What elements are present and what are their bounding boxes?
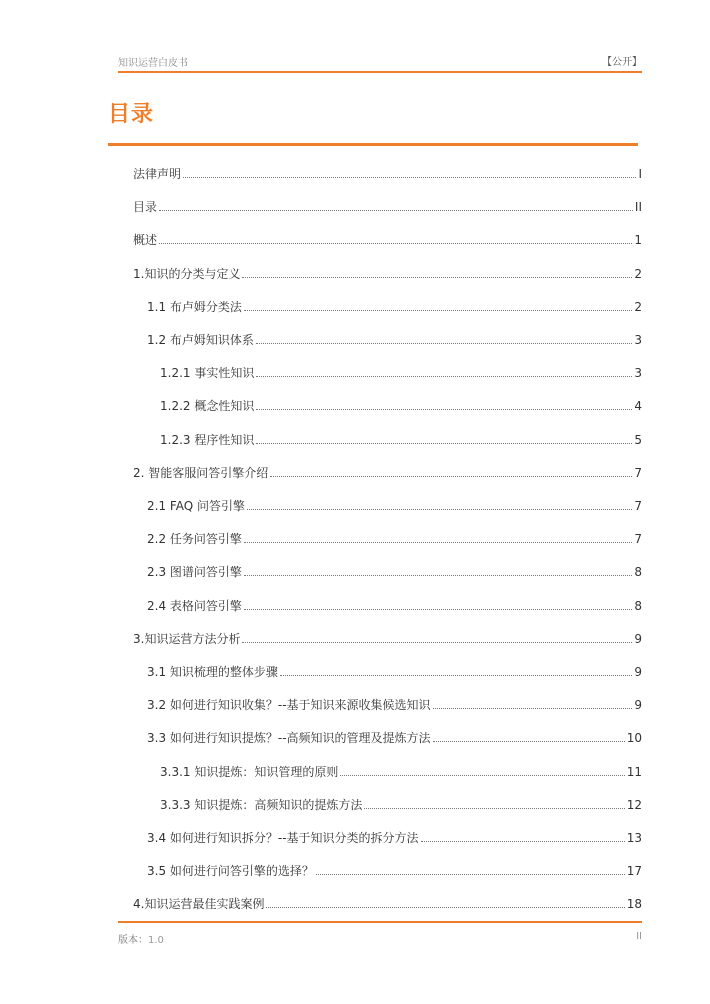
toc-entry-text: 1.2.1 事实性知识 <box>160 366 255 381</box>
toc-entry-page: 17 <box>626 864 642 879</box>
toc-entry[interactable] <box>147 593 642 613</box>
toc-entry-page: 9 <box>634 665 642 679</box>
toc-dot-leader <box>244 575 632 576</box>
toc-dot-leader <box>364 808 624 809</box>
header-divider <box>118 71 642 73</box>
toc-entry-text: 2.1 FAQ 问答引擎 <box>147 499 245 513</box>
toc-entry[interactable] <box>147 327 642 347</box>
toc-entry[interactable] <box>147 858 642 878</box>
toc-dot-leader <box>256 376 632 377</box>
toc-entry-page: 18 <box>626 897 642 912</box>
toc-dot-leader <box>280 675 632 676</box>
toc-dot-leader <box>244 542 632 543</box>
toc-dot-leader <box>433 741 625 742</box>
toc-dot-leader <box>421 841 625 842</box>
toc-entry-page: 9 <box>634 698 642 713</box>
toc-entry[interactable] <box>147 559 642 579</box>
toc-entry-page: 3 <box>634 333 642 347</box>
toc-entry-page: 2 <box>634 266 642 281</box>
toc-entry-page: 10 <box>626 731 642 746</box>
toc-entry-text: 2.4 表格问答引擎 <box>147 598 242 613</box>
toc-entry-text: 3.1 知识梳理的整体步骤 <box>147 665 278 679</box>
toc-entry-page: 11 <box>626 764 642 779</box>
toc-entry[interactable] <box>147 493 642 513</box>
toc-dot-leader <box>242 277 632 278</box>
toc-dot-leader <box>183 177 636 178</box>
version-value: 1.0 <box>148 935 164 946</box>
page-header <box>118 50 642 72</box>
toc-entry-text: 2.2 任务问答引擎 <box>147 532 242 547</box>
toc-entry-page: 1 <box>634 233 642 248</box>
toc-dot-leader <box>244 310 632 311</box>
classification-badge: 【公开】 <box>602 57 642 68</box>
toc-entry-page: 13 <box>626 831 642 845</box>
toc-entry-text: 法律声明 <box>133 167 182 181</box>
toc-entry-page: 2 <box>634 299 642 314</box>
toc-entry-page: 7 <box>634 465 642 480</box>
toc-entry[interactable] <box>133 227 642 247</box>
toc-entry-page: 4 <box>634 399 642 414</box>
toc-entry[interactable] <box>133 891 642 911</box>
toc-entry-page: II <box>634 200 642 215</box>
toc-dot-leader <box>242 642 632 643</box>
toc-entry-text: 3.2 如何进行知识收集？--基于知识来源收集候选知识 <box>147 698 431 713</box>
toc-dot-leader <box>256 443 632 444</box>
toc-entry-page: 7 <box>634 499 642 513</box>
toc-entry-text: 2.3 图谱问答引擎 <box>147 565 242 580</box>
toc-dot-leader <box>340 775 624 776</box>
toc-entry-text: 4.知识运营最佳实践案例 <box>133 897 265 912</box>
toc-entry[interactable] <box>147 294 642 314</box>
toc-entry-page: I <box>638 167 642 181</box>
toc-entry-text: 3.3.3 知识提炼：高频知识的提炼方法 <box>160 797 363 812</box>
toc-entry[interactable] <box>160 360 642 380</box>
footer-divider <box>118 921 642 923</box>
toc-entry-page: 12 <box>626 797 642 812</box>
toc-entry-text: 2. 智能客服问答引擎介绍 <box>133 465 269 480</box>
toc-entry[interactable] <box>147 659 642 679</box>
toc-entry[interactable] <box>133 460 642 480</box>
toc-entry[interactable] <box>160 792 642 812</box>
toc-entry-text: 概述 <box>133 233 158 248</box>
toc-entry-text: 1.2.2 概念性知识 <box>160 399 255 414</box>
toc-dot-leader <box>316 874 625 875</box>
toc-entry[interactable] <box>133 194 642 214</box>
toc-entry-text: 3.4 如何进行知识拆分？--基于知识分类的拆分方法 <box>147 831 419 845</box>
header-title: 知识运营白皮书 <box>118 58 188 69</box>
toc-dot-leader <box>270 476 632 477</box>
toc-dot-leader <box>266 907 624 908</box>
toc-entry-text: 1.知识的分类与定义 <box>133 266 241 281</box>
toc-dot-leader <box>433 708 633 709</box>
toc-entry[interactable] <box>147 526 642 546</box>
toc-entry[interactable] <box>133 261 642 281</box>
toc-dot-leader <box>256 343 632 344</box>
footer-version <box>118 931 164 946</box>
toc-entry-text: 3.3.1 知识提炼：知识管理的原则 <box>160 764 339 779</box>
toc-entry[interactable] <box>133 161 642 181</box>
toc-entry-page: 9 <box>634 631 642 646</box>
toc-dot-leader <box>159 243 632 244</box>
toc-dot-leader <box>244 609 632 610</box>
toc-entry[interactable] <box>160 759 642 779</box>
toc-dot-leader <box>256 409 632 410</box>
toc-entry-text: 1.2 布卢姆知识体系 <box>147 333 254 347</box>
toc-entry[interactable] <box>160 427 642 447</box>
toc-dot-leader <box>247 509 632 510</box>
toc-entry-text: 1.2.3 程序性知识 <box>160 432 255 447</box>
footer-page-number: II <box>636 931 642 942</box>
toc-entry-page: 5 <box>634 432 642 447</box>
toc-entry-page: 8 <box>634 598 642 613</box>
toc-entry-page: 8 <box>634 565 642 580</box>
toc-entry-text: 目录 <box>133 200 158 215</box>
toc-entry-text: 3.3 如何进行知识提炼？--高频知识的管理及提炼方法 <box>147 731 431 746</box>
toc-entry[interactable] <box>147 825 642 845</box>
title-divider <box>108 143 638 146</box>
toc-dot-leader <box>159 210 633 211</box>
toc-entry[interactable] <box>133 626 642 646</box>
toc-entry[interactable] <box>147 725 642 745</box>
toc-entry-text: 3.知识运营方法分析 <box>133 631 241 646</box>
toc-entry-text: 3.5 如何进行问答引擎的选择？ <box>147 864 314 879</box>
toc-entry-page: 7 <box>634 532 642 547</box>
toc-entry-page: 3 <box>634 366 642 381</box>
version-label: 版本： <box>118 935 148 946</box>
toc-entry[interactable] <box>160 393 642 413</box>
toc-entry[interactable] <box>147 692 642 712</box>
toc-title: 目录 <box>108 102 155 127</box>
toc-entry-text: 1.1 布卢姆分类法 <box>147 299 242 314</box>
